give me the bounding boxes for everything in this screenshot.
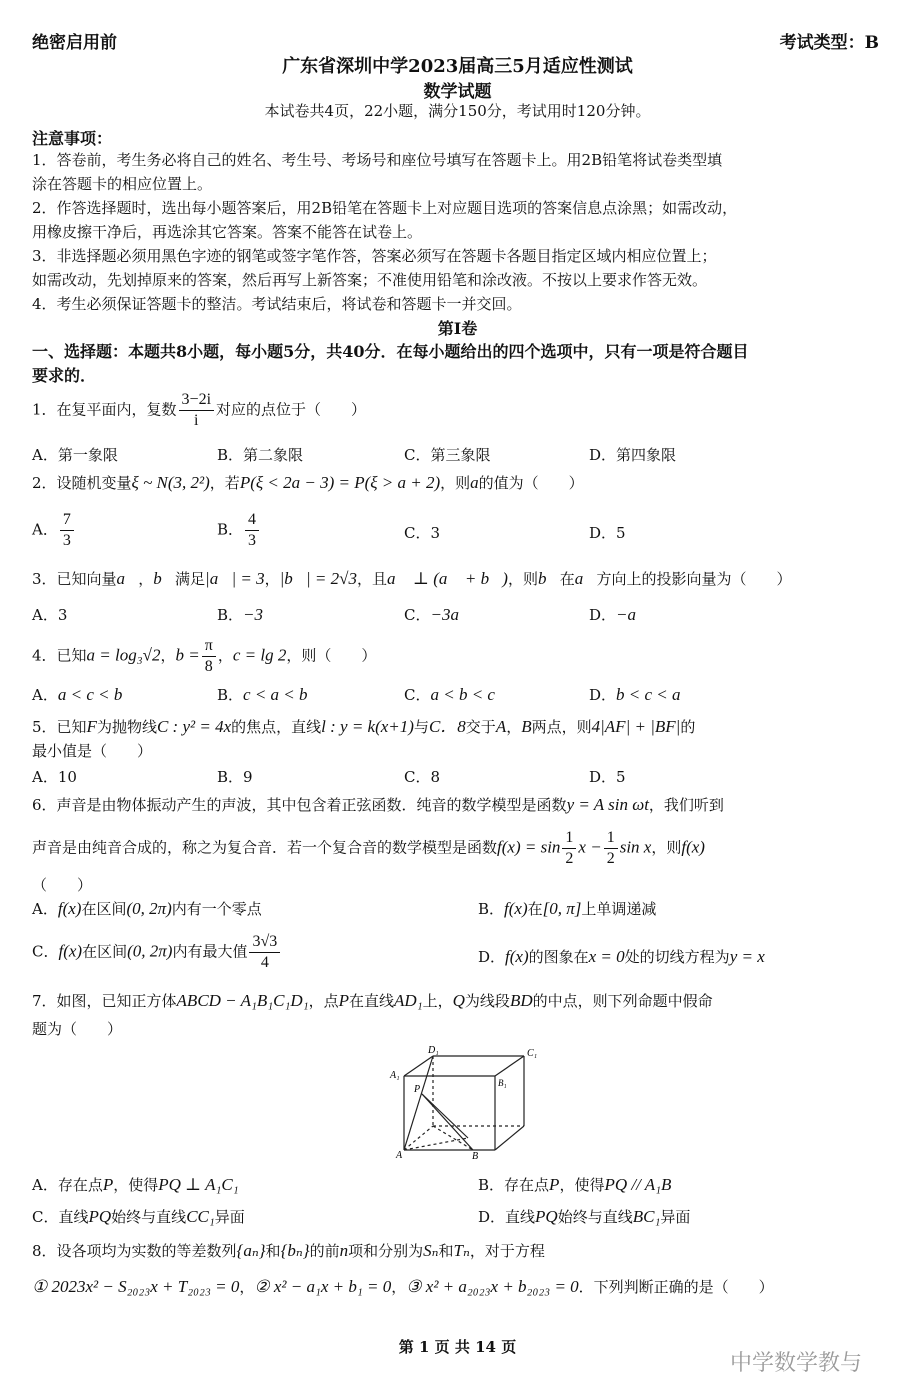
q7-text: 的中点，则下列命题中假命 (532, 992, 713, 1010)
expr: PQ (88, 1207, 112, 1226)
q4-expr-a: a = log₃√2 (86, 645, 161, 665)
q8-text: 和 (265, 1242, 281, 1260)
q7-text: 为线段 (464, 992, 510, 1010)
q8-text: 的前 (309, 1242, 340, 1260)
q6-expr: f(x) = sin (497, 837, 561, 857)
note-line: 1．答卷前，考生务必将自己的姓名、考生号、考场号和座位号填写在答题卡上。用2B铅笔将试卷类型填 (32, 151, 723, 169)
q4-option-b (217, 684, 308, 705)
q6-fraction (604, 828, 618, 869)
q1-option-a: A．第一象限 (32, 446, 118, 464)
q5-option-b: B．9 (217, 768, 253, 786)
denominator: 2 (606, 850, 615, 867)
q5-text: 的 (680, 718, 696, 736)
q4-option-d (589, 684, 681, 705)
q7-expr: AD₁ (394, 991, 423, 1010)
text: ，使得 (559, 1176, 605, 1194)
denominator: 3 (62, 532, 71, 549)
q3-vector-a: a⃗ (116, 569, 139, 588)
q7-text: 7．如图，已知正方体 (32, 992, 177, 1010)
q4-text: ， (160, 646, 176, 665)
label: D． (478, 948, 506, 966)
denominator: 2 (565, 850, 574, 867)
q5-expr: l : y = k(x+1) (321, 717, 414, 736)
q2-option-a-fraction (60, 510, 74, 551)
q8-text-end: ．下列判断正确的是（ ） (578, 1278, 774, 1296)
label: A． (32, 900, 58, 918)
q7-option-c (32, 1206, 245, 1227)
q5-text: 的焦点，直线 (231, 718, 322, 736)
page-subtitle: 数学试题 (423, 82, 492, 102)
label: D． (589, 606, 617, 624)
q8-text: 项和分别为 (348, 1242, 424, 1260)
q6-expr: x − (578, 837, 602, 857)
text: 的图象在 (528, 948, 589, 966)
q8-text: ，对于方程 (469, 1242, 545, 1260)
q3-text: ， (264, 570, 280, 588)
q1-fraction (179, 390, 214, 431)
section-heading-cont: 要求的． (32, 366, 97, 385)
q5-option-d: D．5 (589, 768, 626, 786)
q7-expr: BD (509, 991, 533, 1010)
q7-text: 上， (422, 992, 453, 1010)
q8-equation-2: ② x² − a₁x + b₁ = 0 (254, 1277, 392, 1296)
expr: P (102, 1175, 114, 1194)
q5-text: 为抛物线 (96, 718, 157, 736)
expr: PQ ⊥ A₁C₁ (158, 1175, 239, 1194)
q6-option-b (478, 898, 656, 919)
expr: f(x) (58, 941, 83, 961)
page-title: 广东省深圳中学2023届高三5月适应性测试 (282, 56, 633, 77)
q8-text: ， (391, 1278, 407, 1296)
q5-expr: 4|AF| + |BF| (591, 717, 681, 736)
q2-condition: P(ξ < 2a − 3) = P(ξ > a + 2) (239, 473, 441, 492)
denominator: 4 (260, 954, 269, 971)
q3-vector-a: a⃗ (574, 569, 597, 588)
q7-var: Q (452, 991, 465, 1010)
q6-option-a (32, 898, 262, 919)
expr: CC₁ (186, 1207, 215, 1226)
q5-var: F (86, 717, 97, 736)
q6-fraction (562, 828, 576, 869)
numerator: π (202, 636, 216, 657)
text: 处的切线方程为 (624, 948, 730, 966)
text: ，使得 (113, 1176, 159, 1194)
q2-option-a (32, 510, 76, 551)
label: B． (478, 900, 505, 918)
question-8-line2 (32, 1276, 774, 1297)
text: 上单调递减 (581, 900, 657, 918)
notes-heading: 注意事项： (32, 129, 113, 148)
expr: (0, 2π) (127, 941, 173, 961)
q5-text: 与 (413, 718, 429, 736)
label-d1: D₁ (428, 1045, 439, 1056)
text: 在 (527, 900, 543, 918)
note-line: 4．考生必须保证答题卡的整洁。考试结束后，将试卷和答题卡一并交回。 (32, 295, 522, 313)
text: 内有最大值 (172, 942, 248, 961)
label: C． (32, 942, 59, 961)
question-6-line2 (32, 828, 705, 869)
q8-expr: Sₙ (423, 1241, 439, 1260)
label: C． (32, 1208, 59, 1226)
q6-text: 声音是由纯音合成的，称之为复合音．若一个复合音的数学模型是函数 (32, 838, 498, 857)
q6-expr: sin x (619, 837, 652, 857)
q8-expr: {aₙ} (236, 1241, 266, 1260)
q3-text: 在 (559, 570, 575, 588)
question-2 (32, 472, 584, 493)
expr: f(x) (504, 899, 528, 918)
q5-text: 5．已知 (32, 718, 87, 736)
q2-option-d: D．5 (589, 524, 626, 542)
numerator: 1 (562, 828, 576, 849)
question-5 (32, 712, 695, 737)
numerator: 1 (604, 828, 618, 849)
text: 始终与直线 (557, 1208, 633, 1226)
q2-text: 2．设随机变量 (32, 474, 132, 492)
label-a1: A₁ (390, 1070, 400, 1081)
label: A． (32, 1176, 58, 1194)
q1-option-b: B．第二象限 (217, 446, 304, 464)
text: 直线 (58, 1208, 89, 1226)
question-6-line3: （ ） (32, 876, 93, 894)
q8-var: n (339, 1241, 349, 1260)
q7-var: P (338, 991, 350, 1010)
q4-text: 4．已知 (32, 646, 87, 665)
text: 存在点 (57, 1176, 103, 1194)
question-1 (32, 390, 366, 431)
page-footer: 第 1 页 共 14 页 (398, 1338, 517, 1356)
label: C． (404, 606, 431, 624)
q5-option-c: C．8 (404, 768, 441, 786)
q4-option-a (32, 684, 122, 705)
q1-text-end: 对应的点位于（ ） (216, 400, 367, 419)
expr: PQ (535, 1207, 558, 1226)
q5-text: 两点，则 (531, 718, 592, 736)
q2-option-b-label: B． (217, 520, 244, 539)
text: 直线 (505, 1208, 536, 1226)
q3-vector-b: b⃗ (537, 569, 560, 588)
q4-expr-b: b = (175, 645, 200, 665)
q5-text: ， (506, 718, 522, 736)
expr: [0, π] (542, 899, 582, 918)
q7-option-a (32, 1174, 239, 1195)
numerator: 7 (60, 510, 74, 531)
note-line: 3．非选择题必须用黑色字迹的钢笔或签字笔作答，答案必须写在答题卡各题目指定区域内相应位置上； (32, 247, 717, 265)
expr: P (549, 1175, 560, 1194)
label: B． (478, 1176, 505, 1194)
q7-text: 在直线 (349, 992, 395, 1010)
label-b: B (472, 1151, 479, 1160)
note-line: 2．作答选择题时，选出每小题答案后，用2B铅笔在答题卡上对应题目选项的答案信息点涂黑；如需改动， (32, 199, 738, 217)
q3-option-d (589, 604, 636, 625)
top-bar (32, 28, 879, 52)
value: −3 (243, 605, 264, 624)
q2-text: ，若 (209, 474, 240, 492)
label-c1: C₁ (527, 1048, 538, 1059)
q3-text: 3．已知向量 (32, 570, 117, 588)
denominator: 3 (248, 532, 257, 549)
q2-text-end: 的值为（ ） (478, 474, 584, 492)
expr: (0, 2π) (126, 899, 172, 918)
text: 异面 (660, 1208, 691, 1226)
note-line: 用橡皮擦干净后，再选涂其它答案。答案不能答在试卷上。 (32, 223, 423, 241)
q1-option-c: C．第三象限 (404, 446, 491, 464)
note-line: 如需改动，先划掉原来的答案，然后再写上新答案；不准使用铅笔和涂改液。不按以上要求作答无效。 (32, 271, 708, 289)
watermark: 中学数学教与 (730, 1351, 863, 1376)
q3-text: ，则 (507, 570, 538, 588)
q8-expr: {bₙ} (280, 1241, 310, 1260)
numerator: 3√3 (249, 932, 280, 953)
q3-text-end: 方向上的投影向量为（ ） (596, 570, 792, 588)
question-7 (32, 990, 713, 1011)
q5-var: C．8 (428, 717, 466, 736)
q8-equation-3: ③ x² + a₂₀₂₃x + b₂₀₂₃ = 0 (406, 1277, 579, 1296)
expr: BC₁ (632, 1207, 661, 1226)
q6-expr: f(x) (681, 837, 705, 857)
expr: f(x) (505, 947, 529, 966)
q5-text: 交于 (465, 718, 496, 736)
q1-option-d: D．第四象限 (589, 446, 677, 464)
q2-option-c: C．3 (404, 524, 441, 542)
q8-equation-1: ① 2023x² − S₂₀₂₃x + T₂₀₂₃ = 0 (32, 1277, 240, 1296)
text: 在区间 (82, 942, 128, 961)
q4-text-end: ，则（ ） (286, 646, 377, 665)
value: c < a < b (243, 685, 308, 704)
q3-vector-b: b⃗ (153, 569, 176, 588)
label: A． (32, 686, 58, 704)
question-6 (32, 794, 724, 815)
value: a < b < c (430, 685, 495, 704)
q7-text: ，点 (308, 992, 339, 1010)
q8-expr: Tₙ (453, 1241, 470, 1260)
q6-option-c (32, 932, 282, 973)
value: b < c < a (616, 685, 681, 704)
label: C． (404, 686, 431, 704)
q7-expr: ABCD − A₁B₁C₁D₁ (176, 991, 309, 1010)
q3-text: ， (138, 570, 154, 588)
label-p: P (414, 1084, 421, 1095)
q3-expr: a⃗ ⊥ (a⃗ + b⃗) (387, 569, 508, 588)
expr: x = 0 (588, 947, 625, 966)
q7-option-b (478, 1174, 671, 1195)
confidential-label: 绝密启用前 (32, 33, 117, 53)
q4-fraction (202, 636, 216, 677)
question-5-cont: 最小值是（ ） (32, 742, 153, 760)
denominator: 8 (204, 658, 213, 675)
q5-option-a: A．10 (32, 768, 77, 786)
q4-text: ， (217, 646, 233, 665)
q2-option-b-fraction (245, 510, 259, 551)
label-a: A (396, 1150, 403, 1160)
label: B． (217, 686, 244, 704)
label: D． (589, 686, 617, 704)
q3-expr: |b⃗| = 2√3 (279, 569, 357, 588)
q6-text: ，则 (651, 838, 682, 857)
label: D． (478, 1208, 506, 1226)
numerator: 4 (245, 510, 259, 531)
q3-expr: |a⃗| = 3 (205, 569, 265, 588)
q1-numerator: 3−2i (179, 390, 214, 411)
q5-var: B (521, 717, 532, 736)
text: 内有一个零点 (171, 900, 262, 918)
q2-distribution: ξ ~ N(3, 2²) (131, 473, 210, 492)
q6-option-d (478, 946, 765, 967)
text: 存在点 (504, 1176, 550, 1194)
q8-text: 和 (438, 1242, 454, 1260)
q2-option-b (217, 510, 261, 551)
q4-option-c (404, 684, 495, 705)
volume-heading: 第Ⅰ卷 (437, 319, 478, 338)
question-8 (32, 1240, 545, 1261)
text: 异面 (214, 1208, 245, 1226)
note-line: 涂在答题卡的相应位置上。 (32, 175, 213, 193)
q8-text: ， (239, 1278, 255, 1296)
text: 在区间 (81, 900, 127, 918)
q5-var: A (495, 717, 507, 736)
q2-variable: a (470, 473, 479, 492)
q6-text: 6．声音是由物体振动产生的声波，其中包含着正弦函数．纯音的数学模型是函数 (32, 796, 567, 814)
expr: f(x) (57, 899, 82, 918)
expr: y = x (729, 947, 765, 966)
q6-expr: y = A sin ωt (566, 795, 649, 814)
q2-option-a-label: A． (32, 520, 58, 539)
exam-type-label: 考试类型：B (779, 33, 879, 53)
q3-option-b (217, 604, 263, 625)
q7-option-d (478, 1206, 690, 1227)
question-4 (32, 636, 376, 677)
label-b1: B₁ (498, 1078, 507, 1088)
value: −a (616, 605, 637, 624)
expr: PQ // A₁B (604, 1175, 672, 1194)
q3-text: 满足 (175, 570, 206, 588)
q8-text: 8．设各项均为实数的等差数列 (32, 1242, 237, 1260)
section-heading: 一、选择题：本题共8小题，每小题5分，共40分．在每小题给出的四个选项中，只有一项是符合题目 (32, 342, 749, 361)
cube-figure (388, 1042, 538, 1160)
q5-expr: C : y² = 4x (156, 717, 232, 736)
question-7-cont: 题为（ ） (32, 1020, 123, 1038)
question-3 (32, 568, 791, 589)
q4-expr-c: c = lg 2 (232, 645, 287, 665)
q3-text: ，且 (356, 570, 387, 588)
value: a < c < b (57, 685, 123, 704)
q3-option-c (404, 604, 459, 625)
label: B． (217, 606, 244, 624)
text: 始终与直线 (111, 1208, 187, 1226)
value: −3a (430, 605, 459, 624)
exam-info: 本试卷共4页，22小题，满分150分，考试用时120分钟。 (264, 102, 651, 120)
q3-option-a: A．3 (32, 606, 68, 624)
q1-text: 1．在复平面内，复数 (32, 400, 177, 419)
q6-option-c-fraction (249, 932, 280, 973)
q1-denominator: i (194, 412, 199, 429)
q6-text: ，我们听到 (648, 796, 724, 814)
q2-text: ，则 (440, 474, 471, 492)
